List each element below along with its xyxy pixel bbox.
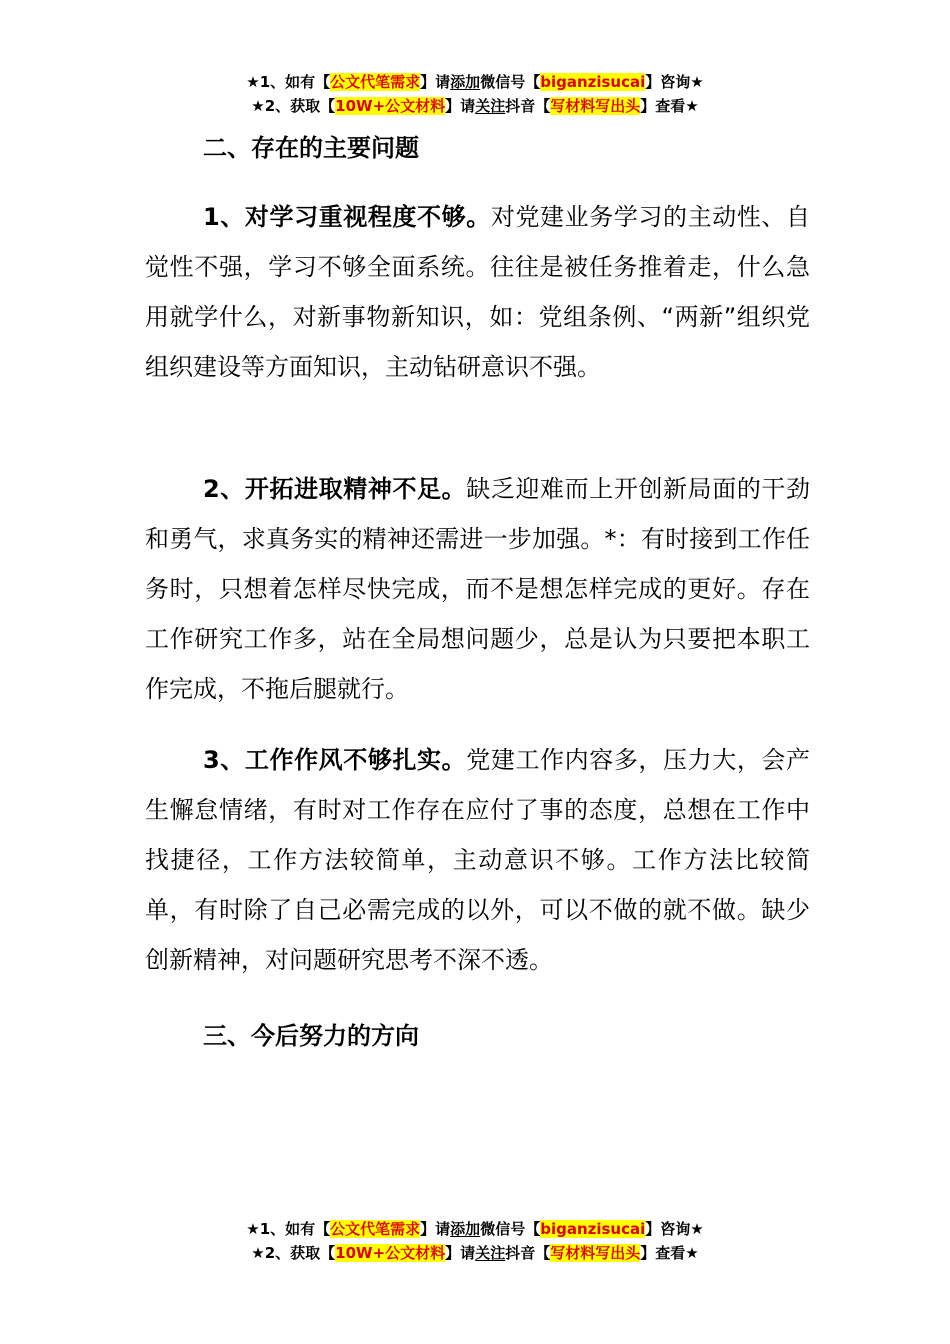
- star-icon: ★: [246, 1220, 260, 1238]
- item-text: 缺乏迎难而上开创新局面的干劲和勇气，求真务实的精神还需进一步加强。*：有时接到工作任务时，只想着怎样尽快完成，而不是想怎样完成的更好。存在工作研究工作多，站在全局想问题少，总是认为只要把本职工作完成，不拖后腿就行。: [145, 475, 811, 703]
- highlight-wechat-id: biganzisucai: [540, 73, 646, 91]
- header-banner: [0, 70, 950, 118]
- star-icon: ★: [685, 97, 699, 115]
- paragraph-item-2: [145, 464, 810, 714]
- footer-banner: [0, 1217, 950, 1265]
- star-icon: ★: [690, 73, 704, 91]
- highlight-materials: 10W+公文材料: [335, 1244, 446, 1262]
- star-icon: ★: [251, 1244, 265, 1262]
- highlight-materials: 10W+公文材料: [335, 97, 446, 115]
- item-lead: 1、对学习重视程度不够。: [203, 203, 491, 231]
- banner-line-2: ★2、获取【10W+公文材料】请关注抖音【写材料写出头】查看★: [251, 1244, 699, 1262]
- highlight-douyin-account: 写材料写出头: [550, 1244, 641, 1262]
- highlight-wechat-id: biganzisucai: [540, 1220, 646, 1238]
- item-text: 党建工作内容多，压力大，会产生懈怠情绪，有时对工作存在应付了事的态度，总想在工作中找捷径，工作方法较简单，主动意识不够。工作方法比较简单，有时除了自己必需完成的以外，可以不做的就不做。缺少创新精神，对问题研究思考不深不透。: [145, 746, 811, 974]
- highlight-douyin-account: 写材料写出头: [550, 97, 641, 115]
- section-heading-direction: 三、今后努力的方向: [203, 1022, 419, 1050]
- paragraph-item-1: [145, 192, 810, 392]
- star-icon: ★: [251, 97, 265, 115]
- item-text: 对党建业务学习的主动性、自觉性不强，学习不够全面系统。往往是被任务推着走，什么急用就学什么，对新事物新知识，如：党组条例、“两新”组织党组织建设等方面知识，主动钻研意识不强。: [145, 203, 811, 381]
- star-icon: ★: [246, 73, 260, 91]
- section-heading-problems: 二、存在的主要问题: [203, 134, 419, 162]
- star-icon: ★: [685, 1244, 699, 1262]
- star-icon: ★: [690, 1220, 704, 1238]
- banner-line-1: ★1、如有【公文代笔需求】请添加微信号【biganzisucai】咨询★: [246, 73, 704, 91]
- highlight-service: 公文代笔需求: [330, 73, 421, 91]
- paragraph-item-3: [145, 735, 810, 985]
- item-lead: 2、开拓进取精神不足。: [203, 475, 467, 503]
- highlight-service: 公文代笔需求: [330, 1220, 421, 1238]
- item-lead: 3、工作作风不够扎实。: [203, 746, 467, 774]
- banner-line-1: ★1、如有【公文代笔需求】请添加微信号【biganzisucai】咨询★: [246, 1220, 704, 1238]
- banner-line-2: ★2、获取【10W+公文材料】请关注抖音【写材料写出头】查看★: [251, 97, 699, 115]
